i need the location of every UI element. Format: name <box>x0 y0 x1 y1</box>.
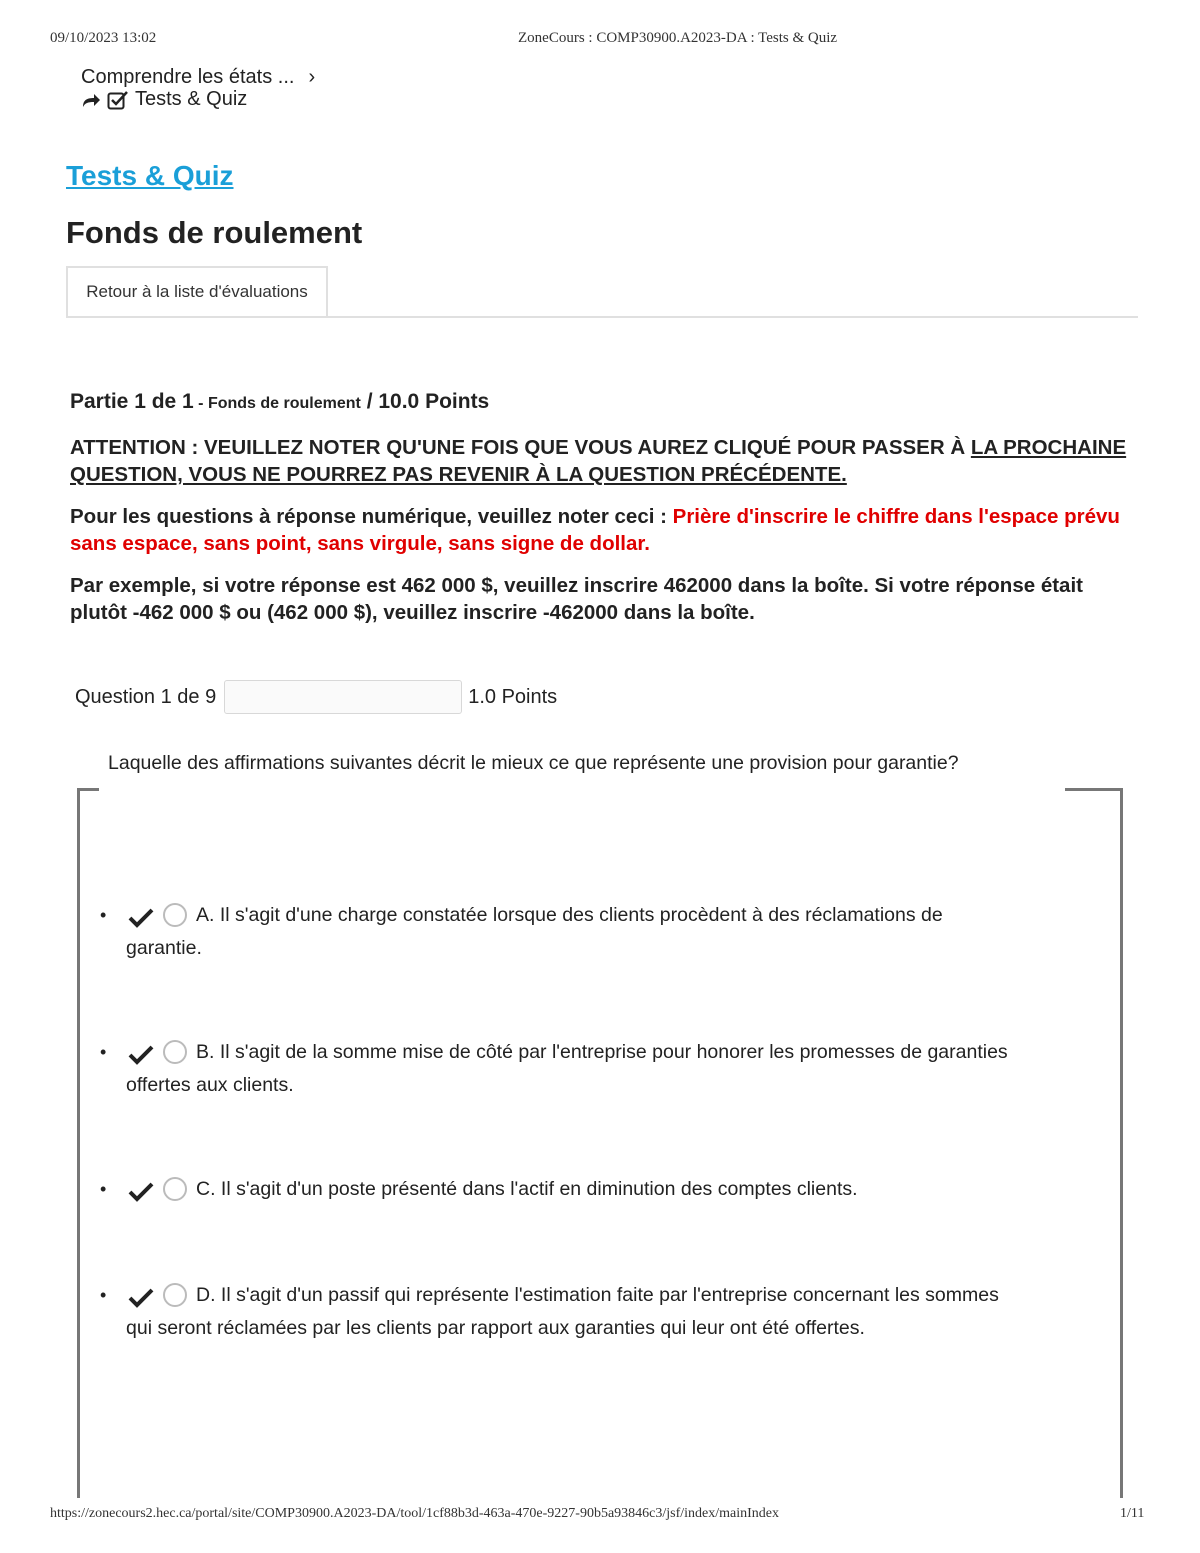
answer-option <box>100 1173 1100 1206</box>
attention-underlined-text: LA PROCHAINE QUESTION, VOUS NE POURREZ PAS REVENIR À LA QUESTION PRÉCÉDENTE. <box>70 436 1127 486</box>
answer-radio-c[interactable] <box>163 1177 187 1201</box>
attention-text: ATTENTION : VEUILLEZ NOTER QU'UNE FOIS QUE VOUS AUREZ CLIQUÉ POUR PASSER À <box>70 436 971 459</box>
checkmark-icon <box>128 1043 154 1076</box>
question-text: Laquelle des affirmations suivantes décrit le mieux ce que représente une provision pour garantie? <box>108 752 959 774</box>
bullet-icon: • <box>100 1285 107 1305</box>
part-header <box>70 390 489 414</box>
part-points: / 10.0 Points <box>360 390 490 413</box>
tests-quiz-link[interactable]: Tests & Quiz <box>66 160 234 191</box>
question-score-field <box>224 680 462 714</box>
answer-option <box>100 1036 1100 1102</box>
fieldset-border-right <box>1065 788 1123 791</box>
question-number: Question 1 de 9 <box>75 685 217 708</box>
numeric-instructions <box>70 503 1130 557</box>
bullet-icon: • <box>100 1042 107 1062</box>
page-title: Fonds de roulement <box>66 215 363 250</box>
example-instructions: Par exemple, si votre réponse est 462 000 $, veuillez inscrire 462000 dans la boîte. Si votre réponse était plutôt -462 000 $ ou (462 000 $), veuillez inscrire -462000 dans la boîte. <box>70 574 1083 624</box>
option-text-cont: offertes aux clients. <box>126 1074 294 1096</box>
fieldset-border-left <box>77 788 99 791</box>
tab-bar <box>66 266 1138 318</box>
option-text-cont: qui seront réclamées par les clients par rapport aux garanties qui leur ont été offertes. <box>126 1317 865 1339</box>
print-page-number: 1/11 <box>1120 1506 1145 1521</box>
numeric-intro: Pour les questions à réponse numérique, veuillez noter ceci : <box>70 505 673 528</box>
part-name: Fonds de roulement <box>207 395 361 412</box>
breadcrumb-site-label: Comprendre les états ... <box>81 66 295 88</box>
breadcrumb-tool-label: Tests & Quiz <box>135 88 248 110</box>
answer-option <box>100 899 1100 965</box>
answer-radio-b[interactable] <box>163 1040 187 1064</box>
redirect-arrow-icon <box>81 92 101 108</box>
checkmark-icon <box>128 1286 154 1319</box>
answer-radio-d[interactable] <box>163 1283 187 1307</box>
answer-radio-a[interactable] <box>163 903 187 927</box>
print-date: 09/10/2023 13:02 <box>50 30 157 46</box>
attention-notice <box>70 434 1130 488</box>
checkmark-icon <box>128 906 154 939</box>
numeric-rule: Prière d'inscrire le chiffre dans l'espace prévu sans espace, sans point, sans virgule, sans signe de dollar. <box>70 505 1120 555</box>
option-text-cont: garantie. <box>126 937 202 959</box>
option-text: C. Il s'agit d'un poste présenté dans l'actif en diminution des comptes clients. <box>196 1178 858 1200</box>
answer-option <box>100 1279 1100 1345</box>
option-text: B. Il s'agit de la somme mise de côté par l'entreprise pour honorer les promesses de garanties <box>196 1041 1008 1063</box>
bullet-icon: • <box>100 1179 107 1199</box>
print-url: https://zonecours2.hec.ca/portal/site/COMP30900.A2023-DA/tool/1cf88b3d-463a-470e-9227-90b5a93846c3/jsf/index/mainIndex <box>50 1506 780 1521</box>
question-fieldset <box>77 788 1123 1498</box>
checkmark-icon <box>128 1180 154 1213</box>
breadcrumb-tool[interactable] <box>81 88 247 111</box>
question-header <box>75 680 557 714</box>
checkbox-check-icon <box>107 90 129 110</box>
part-separator: - <box>193 395 208 412</box>
part-label: Partie 1 de 1 <box>70 390 194 413</box>
bullet-icon: • <box>100 905 107 925</box>
question-points: 1.0 Points <box>468 685 558 708</box>
back-to-assessments-button[interactable]: Retour à la liste d'évaluations <box>66 266 328 316</box>
chevron-right-icon: › <box>308 66 316 88</box>
option-text: D. Il s'agit d'un passif qui représente l'estimation faite par l'entreprise concernant les sommes <box>196 1284 999 1306</box>
print-title: ZoneCours : COMP30900.A2023-DA : Tests & Quiz <box>518 30 838 46</box>
breadcrumb-site[interactable] <box>81 66 315 89</box>
option-text: A. Il s'agit d'une charge constatée lorsque des clients procèdent à des réclamations de <box>196 904 943 926</box>
